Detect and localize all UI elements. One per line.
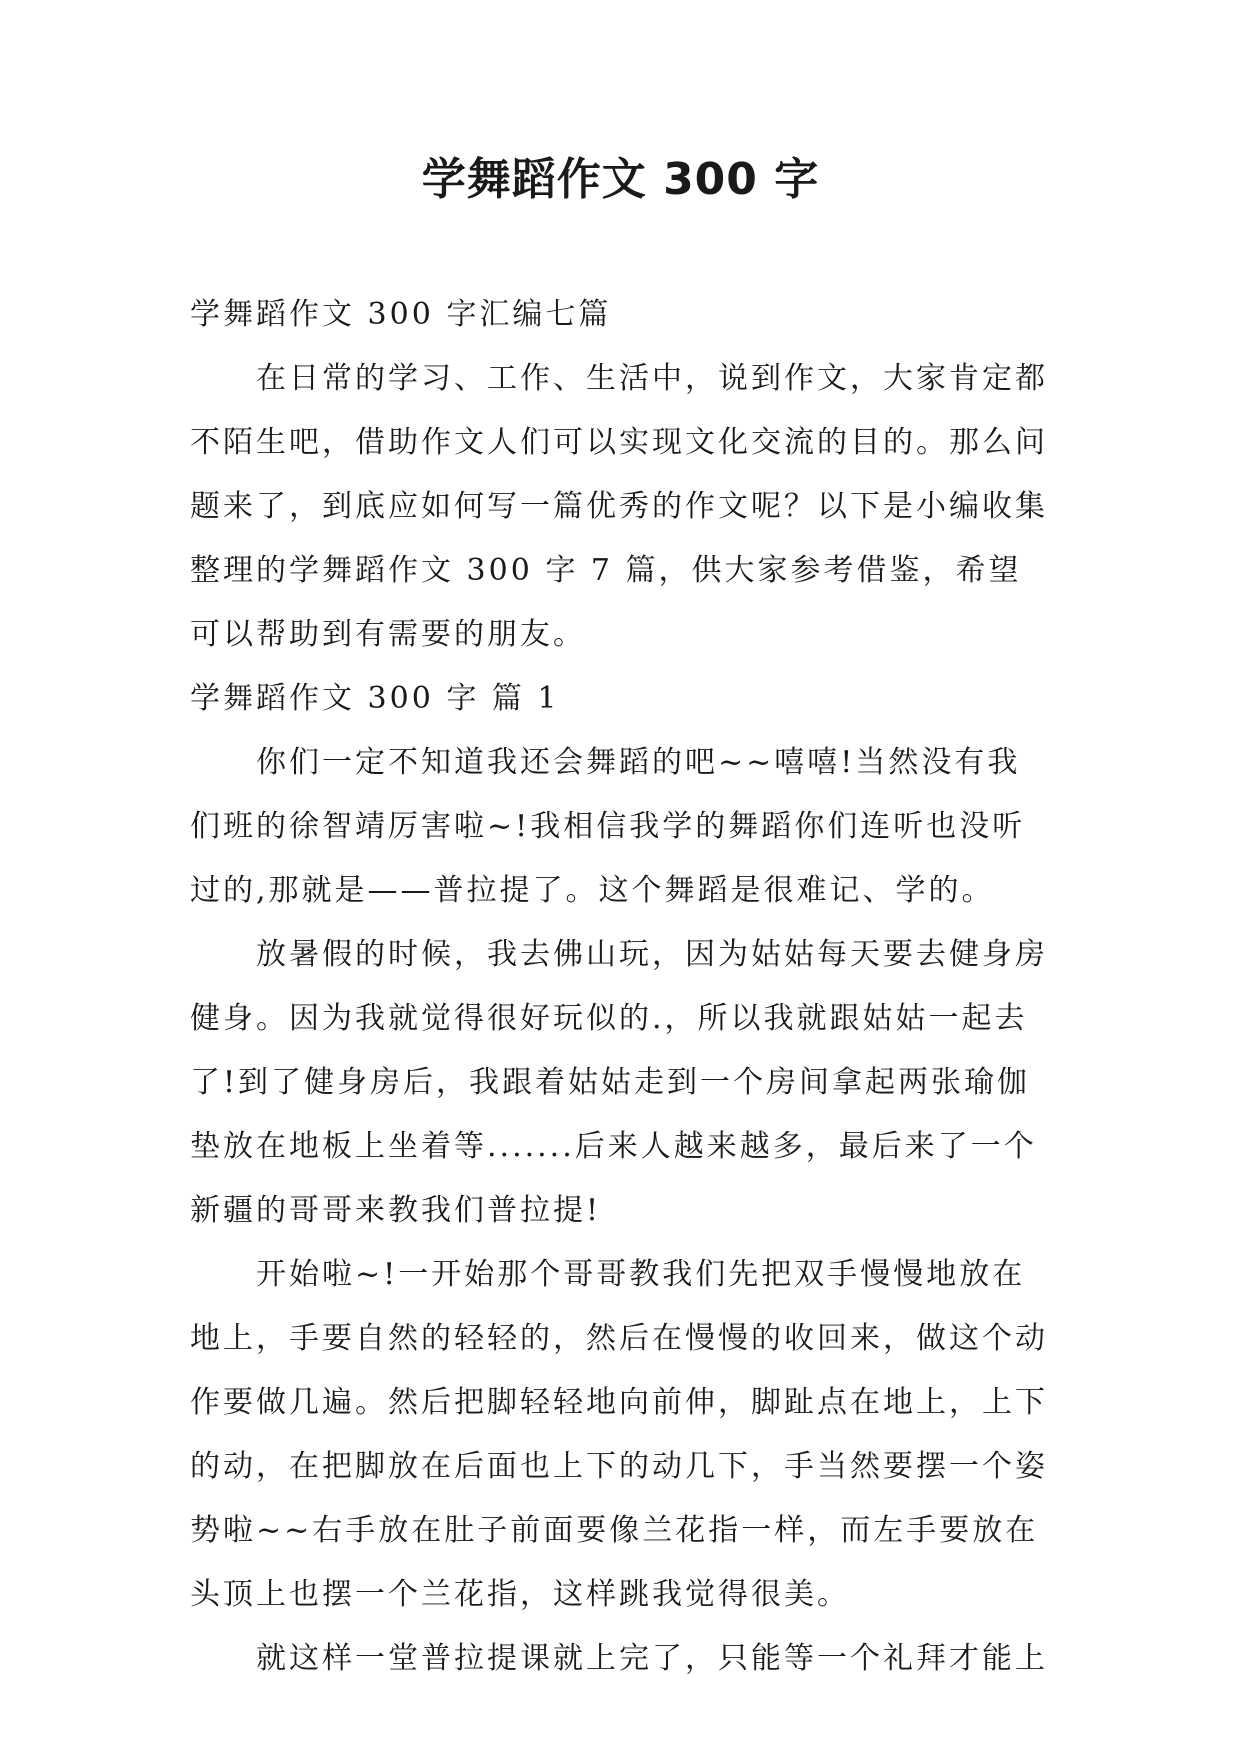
collection-heading: 学舞蹈作文 300 字汇编七篇 bbox=[190, 297, 612, 332]
body-paragraph: 你们一定不知道我还会舞蹈的吧~~嘻嘻!当然没有我们班的徐智靖厉害啦~!我相信我学的舞蹈你们连听也没听过的,那就是——普拉提了。这个舞蹈是很难记、学的。 bbox=[190, 745, 1026, 908]
document-title: 学舞蹈作文 300 字 bbox=[421, 154, 820, 205]
intro-paragraph: 在日常的学习、工作、生活中，说到作文，大家肯定都不陌生吧，借助作文人们可以实现文化交流的目的。那么问题来了，到底应如何写一篇优秀的作文呢？以下是小编收集整理的学舞蹈作文 300 字 7 篇，供大家参考借鉴，希望可以帮助到有需要的朋友。 bbox=[190, 361, 1048, 652]
body-paragraph: 就这样一堂普拉提课就上完了，只能等一个礼拜才能上 bbox=[256, 1641, 1048, 1676]
body-paragraph: 放暑假的时候，我去佛山玩，因为姑姑每天要去健身房健身。因为我就觉得很好玩似的.，所以我就跟姑姑一起去了!到了健身房后，我跟着姑姑走到一个房间拿起两张瑜伽垫放在地板上坐着等.......后来人越来越多，最后来了一个新疆的哥哥来教我们普拉提! bbox=[190, 937, 1048, 1228]
body-paragraph: 开始啦~!一开始那个哥哥教我们先把双手慢慢地放在地上，手要自然的轻轻的，然后在慢慢的收回来，做这个动作要做几遍。然后把脚轻轻地向前伸，脚趾点在地上，上下的动，在把脚放在后面也上下的动几下，手当然要摆一个姿势啦~~右手放在肚子前面要像兰花指一样，而左手要放在头顶上也摆一个兰花指，这样跳我觉得很美。 bbox=[190, 1257, 1048, 1612]
document-body bbox=[190, 283, 1050, 1691]
section-heading: 学舞蹈作文 300 字 篇 1 bbox=[190, 681, 560, 716]
